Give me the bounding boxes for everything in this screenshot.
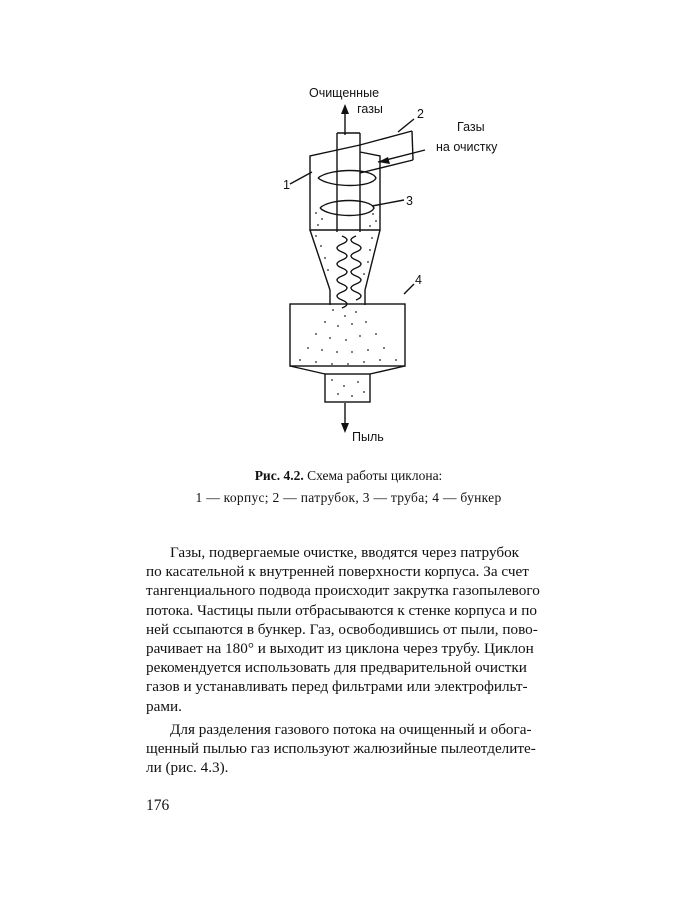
text-line: Для разделения газового потока на очищенный и обога- [170,721,532,738]
label-num-3: 3 [406,194,413,208]
figure-legend: 1 — корпус; 2 — патрубок, 3 — труба; 4 — бункер [195,490,502,505]
text-line: тангенциального подвода происходит закрутка газопылевого [146,582,540,600]
label-clean-gas-2: газы [357,102,383,116]
text-line: Газы, подвергаемые очистке, вводятся через патрубок [170,544,520,561]
paragraph-2 [146,720,541,778]
label-dust: Пыль [352,430,384,444]
text-line: по касательной к внутренней поверхности корпуса. За счет [146,563,529,581]
text-line: ли (рис. 4.3). [146,759,229,777]
text-line: потока. Частицы пыли отбрасываются к стенке корпуса и по [146,601,537,619]
label-num-2: 2 [417,107,424,121]
text-line: газов и устанавливать перед фильтрами или электрофильт- [146,678,528,696]
text-line: рами. [146,697,182,715]
label-inlet-1: Газы [457,120,485,134]
text-line: ней ссыпаются в бункер. Газ, освободившись от пыли, пово- [146,620,538,638]
figure-caption-label: Рис. 4.2. [254,468,304,483]
label-num-1: 1 [283,178,290,192]
text-line: щенный пылью газ используют жалюзийные пылеотделите- [146,740,536,758]
figure-caption-title: Схема работы циклона: [303,468,443,483]
paragraph-1 [146,543,541,716]
label-clean-gas-1: Очищенные [308,86,380,100]
page-number: 176 [146,797,170,814]
label-inlet-2: на очистку [436,140,498,154]
label-num-4: 4 [415,273,422,287]
figure-caption [0,468,697,484]
text-line: рачивает на 180° и выходит из циклона через трубу. Циклон [146,640,534,658]
text-line: рекомендуется использовать для предварительной очистки [146,659,527,677]
